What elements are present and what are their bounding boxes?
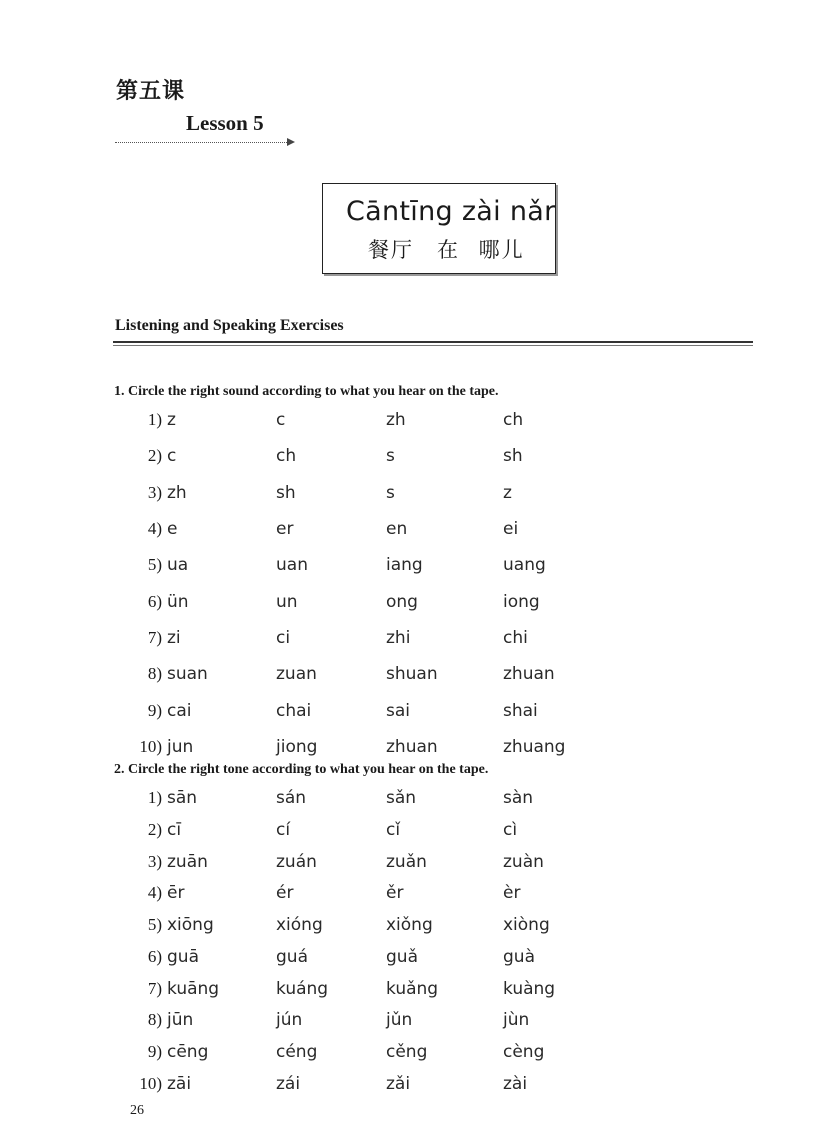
lesson-label: Lesson 5 (186, 111, 264, 135)
answer-option[interactable]: kuáng (276, 979, 329, 999)
answer-option[interactable]: ei (503, 519, 519, 539)
exercise-item (0, 701, 816, 731)
answer-option[interactable]: zhuan (386, 737, 438, 757)
answer-option[interactable]: èr (503, 883, 521, 903)
exercise-item (0, 1074, 816, 1104)
answer-option[interactable]: jún (276, 1010, 303, 1030)
item-number: 6) (147, 947, 162, 966)
answer-option[interactable]: en (386, 519, 408, 539)
answer-option[interactable]: ci (276, 628, 291, 648)
answer-option[interactable]: xiōng (167, 915, 214, 935)
item-number: 1) (147, 788, 162, 807)
answer-option[interactable]: uan (276, 555, 308, 575)
answer-option[interactable]: kuǎng (386, 979, 439, 999)
answer-option[interactable]: cai (167, 701, 192, 721)
item-number: 8) (147, 1010, 162, 1029)
lesson-underline (115, 142, 291, 143)
lesson-title-hanzi: 餐厅 在 哪儿 (368, 238, 525, 262)
answer-option[interactable]: cēng (167, 1042, 209, 1062)
item-number: 1) (147, 410, 162, 429)
answer-option[interactable]: er (276, 519, 294, 539)
answer-option[interactable]: zái (276, 1074, 301, 1094)
answer-option[interactable]: guā (167, 947, 199, 967)
answer-option[interactable]: jūn (167, 1010, 194, 1030)
answer-option[interactable]: kuāng (167, 979, 220, 999)
answer-option[interactable]: cěng (386, 1042, 428, 1062)
answer-option[interactable]: c (167, 446, 177, 466)
item-number: 3) (147, 852, 162, 871)
answer-option[interactable]: zhi (386, 628, 411, 648)
answer-option[interactable]: cī (167, 820, 182, 840)
chapter-label: 第五课 (116, 79, 186, 104)
answer-option[interactable]: xióng (276, 915, 323, 935)
page-number: 26 (130, 1103, 144, 1118)
answer-option[interactable]: uang (503, 555, 546, 575)
section-divider (113, 341, 753, 343)
answer-option[interactable]: cì (503, 820, 518, 840)
exercise-item (0, 592, 816, 622)
item-number: 10) (139, 737, 162, 756)
answer-option[interactable]: cèng (503, 1042, 545, 1062)
answer-option[interactable]: zuan (276, 664, 317, 684)
answer-option[interactable]: un (276, 592, 298, 612)
exercise-item (0, 410, 816, 440)
answer-option[interactable]: cǐ (386, 820, 401, 840)
answer-option[interactable]: ēr (167, 883, 185, 903)
answer-option[interactable]: kuàng (503, 979, 556, 999)
answer-option[interactable]: zhuang (503, 737, 566, 757)
answer-option[interactable]: s (386, 446, 395, 466)
exercise-item (0, 820, 816, 850)
answer-option[interactable]: jǔn (386, 1010, 413, 1030)
section-heading: Listening and Speaking Exercises (115, 317, 344, 334)
answer-option[interactable]: zi (167, 628, 181, 648)
answer-option[interactable]: z (167, 410, 176, 430)
arrow-right-icon (287, 138, 295, 146)
exercise-item (0, 979, 816, 1009)
answer-option[interactable]: c (276, 410, 286, 430)
answer-option[interactable]: suan (167, 664, 208, 684)
answer-option[interactable]: z (503, 483, 512, 503)
exercise-item (0, 788, 816, 818)
answer-option[interactable]: chi (503, 628, 528, 648)
answer-option[interactable]: céng (276, 1042, 318, 1062)
exercise-item (0, 519, 816, 549)
exercise-item (0, 915, 816, 945)
answer-option[interactable]: zhuan (503, 664, 555, 684)
answer-option[interactable]: shuan (386, 664, 438, 684)
answer-option[interactable]: guá (276, 947, 308, 967)
answer-option[interactable]: chai (276, 701, 312, 721)
item-number: 4) (147, 519, 162, 538)
item-number: 8) (147, 664, 162, 683)
answer-option[interactable]: zāi (167, 1074, 192, 1094)
answer-option[interactable]: zuān (167, 852, 208, 872)
exercise-item (0, 446, 816, 476)
answer-option[interactable]: jiong (276, 737, 318, 757)
exercise-1-title: 1. Circle the right sound according to what you hear on the tape. (114, 384, 499, 399)
answer-option[interactable]: zuǎn (386, 852, 427, 872)
exercise-item (0, 883, 816, 913)
answer-option[interactable]: shai (503, 701, 538, 721)
lesson-title-pinyin: Cāntīng zài nǎr (346, 196, 556, 227)
answer-option[interactable]: jun (167, 737, 194, 757)
exercise-item (0, 947, 816, 977)
exercise-item (0, 628, 816, 658)
item-number: 5) (147, 915, 162, 934)
answer-option[interactable]: ch (276, 446, 297, 466)
answer-option[interactable]: ch (503, 410, 524, 430)
item-number: 7) (147, 979, 162, 998)
answer-option[interactable]: guǎ (386, 947, 418, 967)
answer-option[interactable]: xiòng (503, 915, 550, 935)
answer-option[interactable]: iang (386, 555, 423, 575)
answer-option[interactable]: sh (503, 446, 523, 466)
item-number: 2) (147, 820, 162, 839)
item-number: 9) (147, 701, 162, 720)
section-divider-thin (113, 345, 753, 346)
answer-option[interactable]: sàn (503, 788, 534, 808)
item-number: 2) (147, 446, 162, 465)
exercise-item (0, 555, 816, 585)
answer-option[interactable]: e (167, 519, 178, 539)
answer-option[interactable]: xiǒng (386, 915, 433, 935)
answer-option[interactable]: iong (503, 592, 540, 612)
exercise-2-title: 2. Circle the right tone according to what you hear on the tape. (114, 762, 489, 777)
exercise-item (0, 1042, 816, 1072)
item-number: 7) (147, 628, 162, 647)
exercise-item (0, 852, 816, 882)
item-number: 6) (147, 592, 162, 611)
item-number: 5) (147, 555, 162, 574)
answer-option[interactable]: sai (386, 701, 410, 721)
answer-option[interactable]: zǎi (386, 1074, 411, 1094)
answer-option[interactable]: sán (276, 788, 307, 808)
answer-option[interactable]: ong (386, 592, 418, 612)
answer-option[interactable]: guà (503, 947, 535, 967)
answer-option[interactable]: ün (167, 592, 189, 612)
answer-option[interactable]: ér (276, 883, 294, 903)
answer-option[interactable]: zài (503, 1074, 528, 1094)
exercise-item (0, 1010, 816, 1040)
answer-option[interactable]: jùn (503, 1010, 530, 1030)
answer-option[interactable]: ua (167, 555, 189, 575)
answer-option[interactable]: ěr (386, 883, 404, 903)
exercise-item (0, 483, 816, 513)
answer-option[interactable]: zuàn (503, 852, 544, 872)
answer-option[interactable]: zh (167, 483, 187, 503)
answer-option[interactable]: cí (276, 820, 291, 840)
item-number: 10) (139, 1074, 162, 1093)
answer-option[interactable]: zuán (276, 852, 317, 872)
item-number: 3) (147, 483, 162, 502)
answer-option[interactable]: sh (276, 483, 296, 503)
answer-option[interactable]: sān (167, 788, 198, 808)
answer-option[interactable]: s (386, 483, 395, 503)
item-number: 9) (147, 1042, 162, 1061)
answer-option[interactable]: zh (386, 410, 406, 430)
exercise-item (0, 664, 816, 694)
answer-option[interactable]: sǎn (386, 788, 417, 808)
item-number: 4) (147, 883, 162, 902)
